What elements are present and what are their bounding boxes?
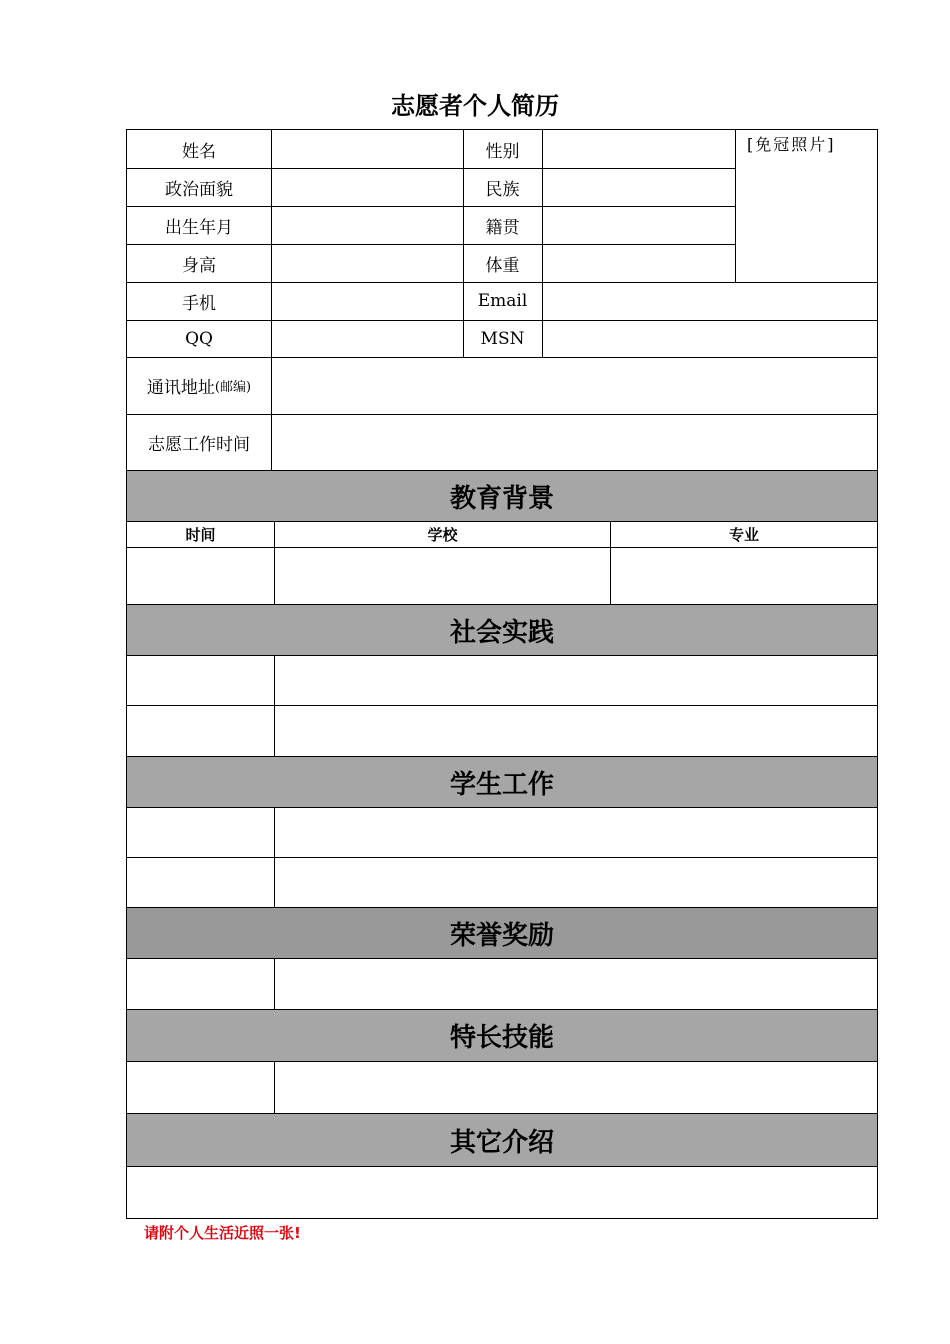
practice-time-field-1[interactable]	[127, 656, 274, 705]
label-address	[127, 357, 271, 414]
skills-time-field[interactable]	[127, 1062, 274, 1113]
address-field[interactable]	[272, 357, 877, 414]
label-msn: MSN	[480, 328, 525, 349]
label-weight: 体重	[485, 255, 520, 276]
label-political: 政治面貌	[165, 179, 233, 200]
practice-detail-field-2[interactable]	[275, 706, 877, 756]
photo-placeholder: [免冠照片]	[747, 135, 836, 154]
work-detail-field-2[interactable]	[275, 858, 877, 907]
work-time-field-1[interactable]	[127, 808, 274, 857]
edu-col-major: 专业	[728, 526, 759, 544]
resume-form	[126, 129, 878, 1219]
email-field[interactable]	[543, 282, 877, 320]
msn-field[interactable]	[543, 320, 877, 357]
section-education: 教育背景	[127, 471, 877, 521]
label-volunteer-time: 志愿工作时间	[148, 434, 250, 455]
page-title: 志愿者个人简历	[391, 92, 559, 120]
phone-field[interactable]	[272, 282, 463, 320]
height-field[interactable]	[272, 244, 463, 282]
weight-field[interactable]	[543, 244, 735, 282]
ethnicity-field[interactable]	[543, 168, 735, 206]
edu-school-field[interactable]	[275, 548, 610, 604]
label-gender: 性别	[485, 141, 520, 162]
label-ethnicity: 民族	[485, 179, 520, 200]
practice-detail-field-1[interactable]	[275, 656, 877, 705]
gender-field[interactable]	[543, 130, 735, 168]
label-birth: 出生年月	[165, 217, 233, 238]
origin-field[interactable]	[543, 206, 735, 244]
label-postcode: (邮编)	[214, 380, 252, 395]
honors-detail-field[interactable]	[275, 959, 877, 1009]
label-phone: 手机	[182, 293, 216, 314]
practice-time-field-2[interactable]	[127, 706, 274, 756]
honors-time-field[interactable]	[127, 959, 274, 1009]
work-detail-field-1[interactable]	[275, 808, 877, 857]
label-origin: 籍贯	[485, 217, 520, 238]
section-honors: 荣誉奖励	[127, 908, 877, 958]
other-detail-field[interactable]	[127, 1167, 877, 1218]
edu-col-school: 学校	[427, 526, 458, 544]
edu-col-time: 时间	[185, 526, 216, 544]
edu-major-field[interactable]	[611, 548, 877, 604]
photo-note: 请附个人生活近照一张!	[144, 1224, 301, 1242]
label-name: 姓名	[182, 141, 216, 162]
section-other: 其它介绍	[127, 1114, 877, 1166]
label-email: Email	[477, 291, 528, 311]
section-student-work: 学生工作	[127, 757, 877, 807]
work-time-field-2[interactable]	[127, 858, 274, 907]
name-field[interactable]	[272, 130, 463, 168]
label-qq: QQ	[185, 328, 213, 349]
section-social-practice: 社会实践	[127, 605, 877, 655]
skills-detail-field[interactable]	[275, 1062, 877, 1113]
label-address-text: 通讯地址	[146, 378, 215, 398]
section-skills: 特长技能	[127, 1010, 877, 1061]
political-field[interactable]	[272, 168, 463, 206]
qq-field[interactable]	[272, 320, 463, 357]
birth-field[interactable]	[272, 206, 463, 244]
edu-time-field[interactable]	[127, 548, 274, 604]
volunteer-time-field[interactable]	[272, 414, 877, 470]
label-height: 身高	[182, 255, 216, 276]
